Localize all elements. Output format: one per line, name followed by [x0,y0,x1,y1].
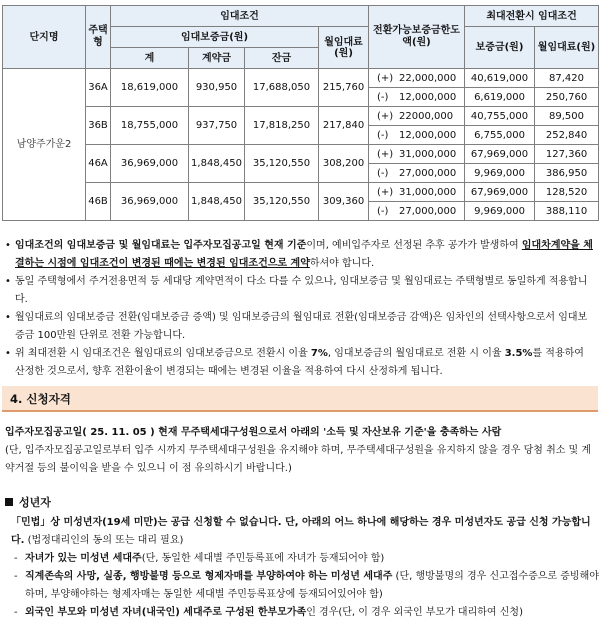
deposit-total-cell: 36,969,000 [111,183,189,221]
convertible-cell [369,69,465,88]
deposit-balance-cell: 35,120,550 [245,145,319,183]
header-max-conversion: 최대전환시 임대조건 [465,6,599,27]
deposit-total-cell: 18,619,000 [111,69,189,107]
max-deposit-cell: 9,969,000 [465,202,535,221]
minor-item-tail: (단, 동일한 세대별 주민등록표에 자녀가 등재되어야 함) [141,553,385,564]
eligibility-paragraph [5,424,597,478]
header-monthly-rent: 월임대료(원) [319,27,369,69]
convertible-cell [369,164,465,183]
minor-item [5,568,599,604]
deposit-contract-cell: 930,950 [189,69,245,107]
table-row [3,69,599,88]
monthly-rent-cell: 308,200 [319,145,369,183]
note-item [5,273,595,309]
header-deposit-total: 계 [111,48,189,69]
max-deposit-cell: 40,619,000 [465,69,535,88]
note-item [5,237,595,273]
convertible-cell [369,202,465,221]
eligibility-title: 입주자모집공고일( 25. 11. 05 ) 현재 무주택세대구성원으로서 아래의 '소득 및 자산보유 기준'을 충족하는 사람 [5,427,502,438]
section-header [2,386,598,412]
deposit-total-cell: 18,755,000 [111,107,189,145]
bullet: • [5,312,11,323]
max-rent-cell: 252,840 [535,126,599,145]
housing-type-cell: 46A [86,145,111,183]
minor-eligibility [5,514,599,622]
note-item [5,345,595,381]
max-deposit-cell: 67,969,000 [465,183,535,202]
note-text: 동일 주택형에서 주거전용면적 등 세대당 계약면적이 다소 다를 수 있으나, 임대보증금 및 월임대료는 주택형별로 동일하게 적용합니다. [15,276,588,305]
conversion-sign: (+) [377,110,394,122]
housing-type-cell: 36B [86,107,111,145]
max-rent-cell: 250,760 [535,88,599,107]
conversion-sign: (-) [377,129,389,141]
bullet: • [5,240,11,251]
minor-item-bold: 직계존속의 사망, 실종, 행방불명 등으로 형제자매를 부양하여야 하는 미성년 세대주 [25,571,393,582]
deposit-contract-cell: 1,848,450 [189,183,245,221]
max-rent-cell: 89,500 [535,107,599,126]
deposit-contract-cell: 937,750 [189,107,245,145]
conversion-sign: (+) [377,72,394,84]
header-convertible-limit: 전환가능보증금한도액(원) [369,6,465,69]
header-max-deposit: 보증금(원) [465,27,535,69]
header-housing-type: 주택형 [86,6,111,69]
header-complex: 단지명 [3,6,86,69]
conversion-amount: 12,000,000 [399,129,457,141]
convertible-cell [369,183,465,202]
deposit-contract-cell: 1,848,450 [189,145,245,183]
deposit-balance-cell: 17,818,250 [245,107,319,145]
note-bold: 임대조건의 임대보증금 및 월임대료는 입주자모집공고일 현재 기준 [15,240,307,251]
minor-intro [5,514,599,550]
table-row [3,145,599,164]
minor-item-tail: (단, 행방불명의 경우 신고접수증으로 증빙해야하며, 부양해야하는 형제자매는 동일한 세대별 주민등록표상에 등재되어있어야 함) [25,571,599,600]
minor-item [5,550,599,568]
max-deposit-cell: 40,755,000 [465,107,535,126]
dash: - [14,571,18,582]
dash: - [14,607,18,618]
deposit-total-cell: 36,969,000 [111,145,189,183]
max-deposit-cell: 9,969,000 [465,164,535,183]
note-bold: 7% [310,348,328,359]
minor-item-tail: 인 경우(단, 이 경우 외국인 부모가 대리하여 신청) [306,607,523,618]
monthly-rent-cell: 309,360 [319,183,369,221]
header-deposit-contract: 계약금 [189,48,245,69]
convertible-cell [369,145,465,164]
square-bullet-icon [5,498,13,506]
deposit-balance-cell: 35,120,550 [245,183,319,221]
max-deposit-cell: 67,969,000 [465,145,535,164]
convertible-cell [369,126,465,145]
conversion-amount: 31,000,000 [399,186,457,198]
eligibility-desc: (단, 입주자모집공고일로부터 입주 시까지 무주택세대구성원을 유지해야 하며, 무주택세대구성원을 유지하지 않을 경우 당첨 취소 및 계약거절 등의 불이익을 받을 수 있으니 이 점 유의하시기 바랍니다.) [5,445,592,474]
header-deposit-group: 임대보증금(원) [111,27,319,48]
conversion-amount: 27,000,000 [399,167,457,179]
max-deposit-cell: 6,755,000 [465,126,535,145]
table-row [3,107,599,126]
conversion-amount: 12,000,000 [399,91,457,103]
conversion-amount: 22,000,000 [399,72,457,84]
max-deposit-cell: 6,619,000 [465,88,535,107]
note-text: , 임대보증금의 월임대료로 전환 시 이율 [327,348,505,359]
convertible-cell [369,88,465,107]
housing-type-cell: 36A [86,69,111,107]
table-row [3,183,599,202]
conversion-amount: 31,000,000 [399,148,457,160]
minor-item-bold: 외국인 부모와 미성년 자녀(내국인) 세대주로 구성된 한부모가족 [25,607,307,618]
max-rent-cell: 87,420 [535,69,599,88]
monthly-rent-cell: 217,840 [319,107,369,145]
note-text: 월임대료의 임대보증금 전환(임대보증금 증액) 및 임대보증금의 월임대료 전환(임대보증금 감액)은 임차인의 선택사항으로서 임대보증금 100만원 단위로 전환 가능합니다. [15,312,588,341]
note-item [5,309,595,345]
note-text: 를 적용하여 산정한 것으로서, 향후 전환이율이 변경되는 때에는 변경된 이율을 적용하여 다시 산정하게 됩니다. [15,348,584,377]
rental-notes [5,237,595,381]
conversion-sign: (+) [377,186,394,198]
header-rental-terms: 임대조건 [111,6,369,27]
complex-name-cell: 남양주가운2 [3,69,86,221]
max-rent-cell: 388,110 [535,202,599,221]
housing-type-cell: 46B [86,183,111,221]
note-underline: 임대차계약을 체결하는 시점에 임대조건이 변경된 때에는 변경된 임대조건으로 계약 [15,240,593,269]
max-rent-cell: 127,360 [535,145,599,164]
note-text: 하셔야 합니다. [309,258,375,269]
conversion-sign: (-) [377,167,389,179]
minor-intro-bold: 「민법」상 미성년자(19세 미만)는 공급 신청할 수 없습니다. 단, 아래의 어느 하나에 해당하는 경우 미성년자도 공급 신청 가능합니다. [11,517,591,546]
max-rent-cell: 128,520 [535,183,599,202]
max-rent-cell: 386,950 [535,164,599,183]
conversion-sign: (-) [377,91,389,103]
section-title: 4. 신청자격 [10,392,71,406]
note-text: 이며, 예비입주자로 선정된 추후 공가가 발생하여 [306,240,519,251]
rental-conditions-table [2,5,599,221]
note-text: 위 최대전환 시 임대조건은 월임대료의 임대보증금으로 전환시 이율 [15,348,311,359]
dash: - [14,553,18,564]
deposit-balance-cell: 17,688,050 [245,69,319,107]
bullet: • [5,348,11,359]
header-deposit-balance: 잔금 [245,48,319,69]
conversion-amount: 22000,000 [399,110,454,122]
convertible-cell [369,107,465,126]
conversion-sign: (-) [377,205,389,217]
bullet: • [5,276,11,287]
monthly-rent-cell: 215,760 [319,69,369,107]
header-max-rent: 월임대료(원) [535,27,599,69]
note-bold: 3.5% [504,348,533,359]
minor-item [5,604,599,622]
minor-item-bold: 자녀가 있는 미성년 세대주 [25,553,142,564]
adult-title: 성년자 [19,496,51,509]
adult-heading [5,494,51,510]
conversion-amount: 27,000,000 [399,205,457,217]
conversion-sign: (+) [377,148,394,160]
minor-intro-tail: (법정대리인의 동의 또는 대리 필요) [24,535,184,546]
